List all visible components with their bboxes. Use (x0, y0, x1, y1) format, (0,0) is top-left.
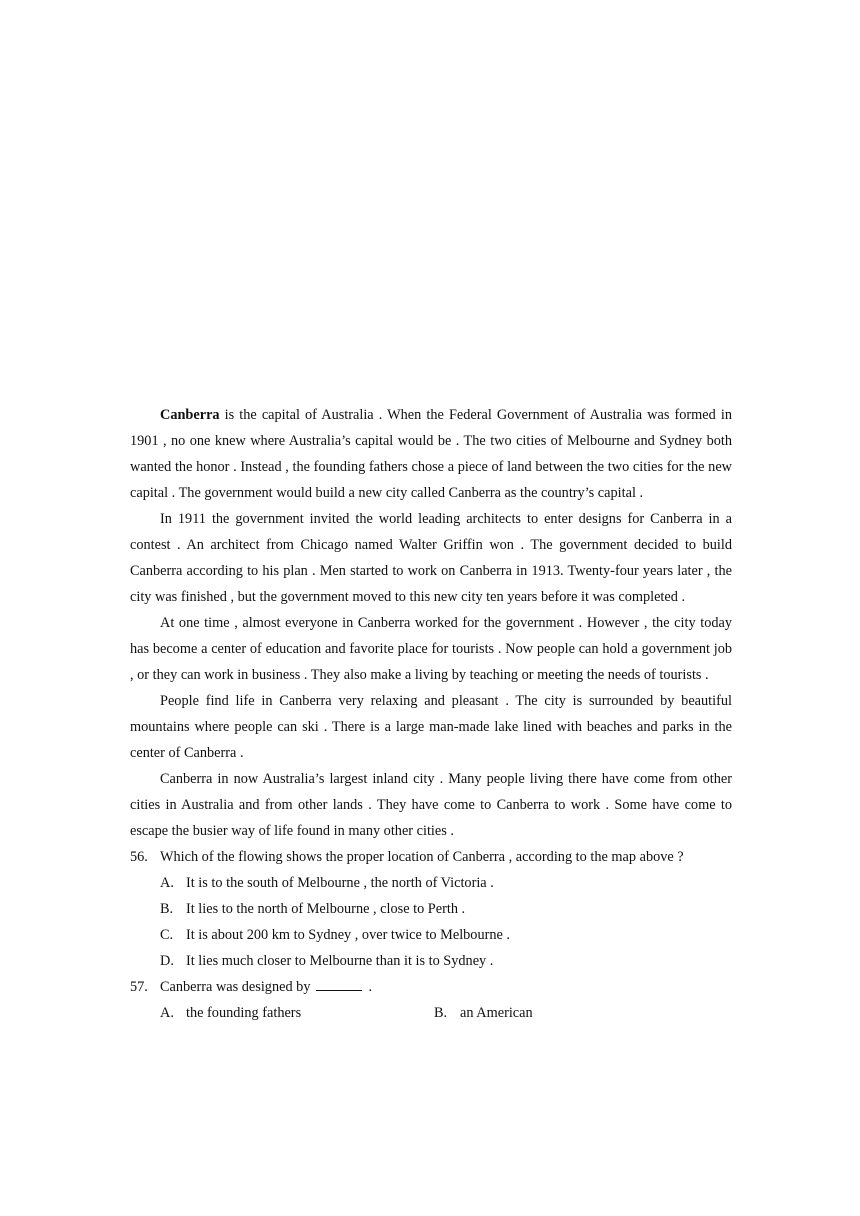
paragraph-1 (130, 402, 732, 506)
option-text: It lies much closer to Melbourne than it is to Sydney . (186, 953, 494, 969)
reading-passage (130, 402, 732, 1026)
answer-blank (316, 976, 362, 991)
option-text: It is to the south of Melbourne , the north of Victoria . (186, 875, 494, 891)
question-57-text: Canberra was designed by (160, 979, 311, 995)
question-56-option-a (130, 870, 732, 896)
paragraph-2: In 1911 the government invited the world leading architects to enter designs for Canberra in a contest . An architect from Chicago named Walter Griffin won . The government decided to build Canberra according to his plan . Men started to work on Canberra in 1913. Twenty-four years later , the city was finished , but the government moved to this new city ten years before it was completed . (130, 511, 732, 605)
option-text: an American (460, 1005, 533, 1021)
question-57-number: 57. (130, 979, 148, 995)
question-56-option-c (130, 922, 732, 948)
option-letter: D. (160, 953, 174, 969)
question-56-text: Which of the flowing shows the proper location of Canberra , according to the map above ? (160, 849, 684, 865)
passage-lead-word: Canberra (160, 407, 220, 423)
paragraph-4: People find life in Canberra very relaxing and pleasant . The city is surrounded by beautiful mountains where people can ski . There is a large man-made lake lined with beaches and parks in the center of Canberra . (130, 693, 732, 761)
option-text: It lies to the north of Melbourne , close to Perth . (186, 901, 466, 917)
question-57-end: . (368, 979, 373, 995)
option-letter: A. (160, 1005, 174, 1021)
paragraph-3: At one time , almost everyone in Canberra worked for the government . However , the city today has become a center of education and favorite place for tourists . Now people can hold a government job , or they can work in business . They also make a living by teaching or meeting the needs of tourists . (130, 615, 732, 683)
option-letter: B. (160, 901, 174, 917)
question-57 (130, 974, 732, 1000)
paragraph-5: Canberra in now Australia’s largest inland city . Many people living there have come from other cities in Australia and from other lands . They have come to Canberra to work . Some have come to escape the busier way of life found in many other cities . (130, 771, 732, 839)
question-56-option-d (130, 948, 732, 974)
option-letter: B. (434, 1005, 448, 1021)
option-letter: C. (160, 927, 174, 943)
option-letter: A. (160, 875, 174, 891)
paragraph-1-text: is the capital of Australia . When the Federal Government of Australia was formed in 1901 , no one knew where Australia’s capital would be . The two cities of Melbourne and Sydney both wanted the honor . Instead , the founding fathers chose a piece of land between the two cities for the new capital . The government would build a new city called Canberra as the country’s capital . (130, 407, 732, 501)
question-56-number: 56. (130, 849, 148, 865)
question-57-options (130, 1000, 732, 1026)
option-text: It is about 200 km to Sydney , over twice to Melbourne . (186, 927, 511, 943)
question-57-option-b (434, 1000, 708, 1026)
option-text: the founding fathers (186, 1005, 302, 1021)
question-56 (130, 844, 732, 870)
question-57-option-a (160, 1000, 434, 1026)
question-56-option-b (130, 896, 732, 922)
